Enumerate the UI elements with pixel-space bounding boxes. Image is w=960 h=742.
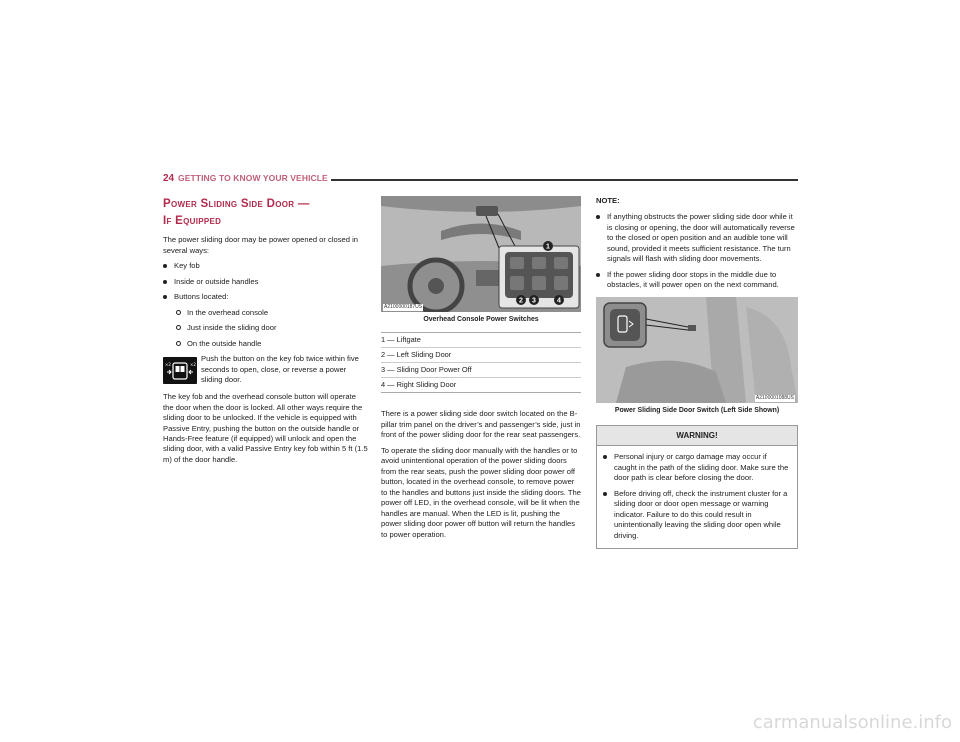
callout-1: 1 [546, 243, 550, 251]
list-item: In the overhead console [163, 308, 368, 318]
callout-3: 3 [532, 297, 536, 305]
bullet-icon [163, 295, 167, 299]
column-2 [381, 196, 581, 545]
list-item: Personal injury or cargo damage may occur if caught in the path of the sliding door. Make sure the door path is clear before closing the door. [603, 452, 791, 483]
warning-box [596, 425, 798, 549]
bullet-icon [163, 280, 167, 284]
button-locations-list [163, 308, 368, 349]
bullet-icon [603, 455, 607, 459]
column-3 [596, 196, 798, 549]
bullet-icon [596, 215, 600, 219]
sub-bullet-icon [176, 341, 181, 346]
manual-operation-paragraph: To operate the sliding door manually with the handles or to avoid unintentional operation of the power sliding doors from the rear seats, push the power sliding door power off button, located in the overhead console, to remove power to the handles and buttons just inside the sliding doors. The power off LED, in the overhead console, will be lit when the handles are manual. When the LED is lit, pushing the power sliding door power off button will return the handles to power operation. [381, 445, 581, 539]
callout-4: 4 [557, 297, 561, 305]
ways-list [163, 261, 368, 302]
list-item: Just inside the sliding door [163, 323, 368, 333]
bullet-icon [596, 273, 600, 277]
overhead-console-figure [381, 196, 581, 312]
svg-text:×2: ×2 [165, 362, 171, 368]
callout-2: 2 [519, 297, 523, 305]
figure-caption: Overhead Console Power Switches [423, 316, 539, 323]
key-fob-paragraph: The key fob and the overhead console button will operate the door when the door is locked. All other ways require the sliding door to be unlocked. If the vehicle is equipped with Passive Entry, pushing the button on the outside handle or Hands-Free feature (if equipped) will unlock and open the sliding door, with a valid Passive Entry key fob within 5 ft (1.5 m) of the door handle. [163, 392, 368, 464]
legend-item: 3 — Sliding Door Power Off [381, 363, 581, 378]
figure-code: A2100001088US [755, 394, 794, 401]
sub-bullet-icon [176, 325, 181, 330]
page-header [163, 172, 798, 184]
watermark: carmanualsonline.info [752, 712, 952, 734]
list-item: If anything obstructs the power sliding side door while it is closing or opening, the door will automatically reverse to the closed or open position and an audible tone will sound, provided it meets sufficient resistance. The turn signals will flash with sliding door movements. [596, 212, 798, 264]
key-fob-text: Push the button on the key fob twice within five seconds to open, close, or reverse a power sliding door. [201, 354, 359, 385]
figure-code: A2100000187US [384, 304, 423, 311]
svg-text:×2: ×2 [190, 362, 196, 368]
page-number: 24 [163, 173, 175, 184]
section-title-line-2: If Equipped [163, 214, 222, 227]
notes-list [596, 212, 798, 290]
sub-bullet-icon [176, 310, 181, 315]
sliding-door-fob-icon [163, 357, 197, 384]
intro-paragraph: The power sliding door may be power opened or closed in several ways: [163, 235, 359, 255]
column-1 [163, 196, 368, 470]
list-item: If the power sliding door stops in the middle due to obstacles, it will power open on the next command. [596, 270, 798, 291]
section-title-line-1: Power Sliding Side Door — [163, 198, 310, 210]
section-title [163, 196, 368, 229]
side-door-switch-figure [596, 297, 798, 403]
key-fob-block [163, 354, 368, 388]
note-label: NOTE: [596, 196, 620, 205]
list-item: Before driving off, check the instrument cluster for a sliding door or door open message or warning indicator. Failure to do this could result in unintentionally leaving the sliding door open while driving. [603, 489, 791, 541]
legend-item: 1 — Liftgate [381, 333, 581, 348]
list-item: Buttons located: [163, 292, 368, 302]
list-item: On the outside handle [163, 339, 368, 349]
bullet-icon [603, 492, 607, 496]
list-item: Inside or outside handles [163, 277, 368, 287]
figure-caption: Power Sliding Side Door Switch (Left Side Shown) [614, 406, 780, 414]
list-item: Key fob [163, 261, 368, 271]
header-rule [331, 179, 798, 181]
warnings-list [597, 446, 797, 548]
warning-title: WARNING! [597, 426, 797, 446]
bullet-icon [163, 264, 167, 268]
b-pillar-paragraph: There is a power sliding side door switch located on the B-pillar trim panel on the driver’s and passenger’s side, just in front of the power sliding door for the rear seat passengers. [381, 409, 581, 440]
chapter-title: GETTING TO KNOW YOUR VEHICLE [178, 173, 328, 183]
legend-item: 4 — Right Sliding Door [381, 380, 457, 390]
callout-legend [381, 332, 581, 394]
legend-item: 2 — Left Sliding Door [381, 348, 581, 363]
